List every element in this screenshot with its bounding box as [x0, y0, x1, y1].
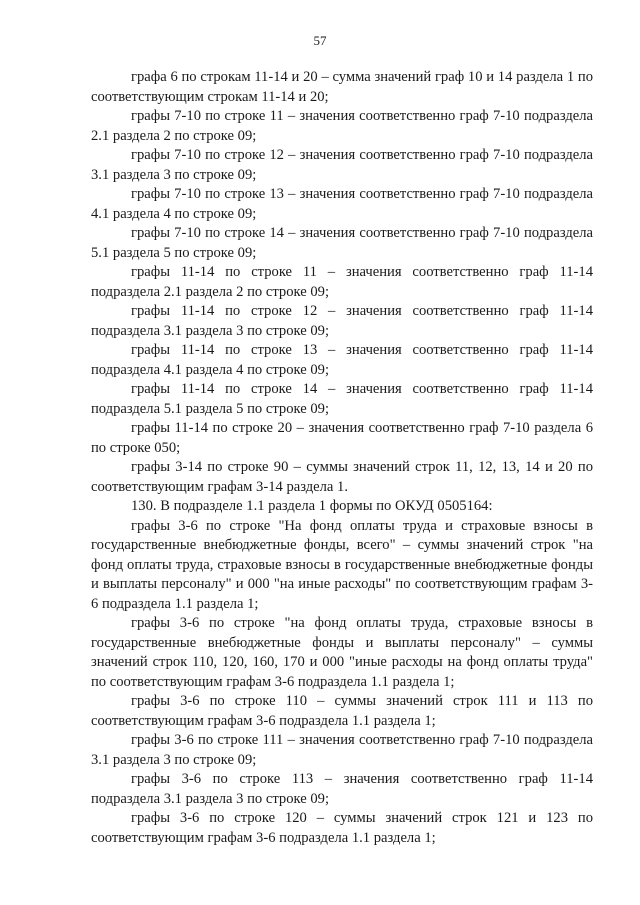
paragraph: графы 3-6 по строке 120 – суммы значений строк 121 и 123 по соответствующим графам 3-6 подраздела 1.1 раздела 1;	[91, 810, 593, 846]
paragraph: графы 3-6 по строке 110 – суммы значений строк 111 и 113 по соответствующим графам 3-6 подраздела 1.1 раздела 1;	[91, 693, 593, 729]
document-body	[91, 68, 593, 848]
paragraph: графы 11-14 по строке 20 – значения соответственно граф 7-10 раздела 6 по строке 050;	[91, 420, 593, 456]
paragraph: графы 3-14 по строке 90 – суммы значений строк 11, 12, 13, 14 и 20 по соответствующим графам 3-14 раздела 1.	[91, 459, 593, 495]
paragraph: графы 3-6 по строке "На фонд оплаты труда и страховые взносы в государственные внебюджетные фонды, всего" – суммы значений строк "на фонд оплаты труда, страховые взносы в государственные внебюджетные фонды и выплаты персоналу" и 000 "на иные расходы" по соответствующим графам 3-6 подраздела 1.1 раздела 1;	[91, 517, 593, 612]
paragraph: графы 7-10 по строке 13 – значения соответственно граф 7-10 подраздела 4.1 раздела 4 по строке 09;	[91, 186, 593, 222]
paragraph: графа 6 по строкам 11-14 и 20 – сумма значений граф 10 и 14 раздела 1 по соответствующим строкам 11-14 и 20;	[91, 69, 593, 105]
paragraph: графы 7-10 по строке 14 – значения соответственно граф 7-10 подраздела 5.1 раздела 5 по строке 09;	[91, 225, 593, 261]
paragraph: графы 11-14 по строке 11 – значения соответственно граф 11-14 подраздела 2.1 раздела 2 по строке 09;	[91, 264, 593, 300]
paragraph: графы 3-6 по строке "на фонд оплаты труда, страховые взносы в государственные внебюджетные фонды и выплаты персоналу" – суммы значений строк 110, 120, 160, 170 и 000 "иные расходы на фонд оплаты труда" по соответствующим графам 3-6 подраздела 1.1 раздела 1;	[91, 615, 593, 690]
page-number: 57	[313, 33, 327, 48]
paragraph: графы 7-10 по строке 11 – значения соответственно граф 7-10 подраздела 2.1 раздела 2 по строке 09;	[91, 108, 593, 144]
paragraph: графы 3-6 по строке 113 – значения соответственно граф 11-14 подраздела 3.1 раздела 3 по строке 09;	[91, 771, 593, 807]
paragraph: графы 3-6 по строке 111 – значения соответственно граф 7-10 подраздела 3.1 раздела 3 по строке 09;	[91, 732, 593, 768]
section-heading-paragraph: 130. В подразделе 1.1 раздела 1 формы по ОКУД 0505164:	[131, 498, 493, 514]
paragraph: графы 11-14 по строке 14 – значения соответственно граф 11-14 подраздела 5.1 раздела 5 по строке 09;	[91, 381, 593, 417]
paragraph: графы 11-14 по строке 12 – значения соответственно граф 11-14 подраздела 3.1 раздела 3 по строке 09;	[91, 303, 593, 339]
paragraph: графы 11-14 по строке 13 – значения соответственно граф 11-14 подраздела 4.1 раздела 4 по строке 09;	[91, 342, 593, 378]
paragraph: графы 7-10 по строке 12 – значения соответственно граф 7-10 подраздела 3.1 раздела 3 по строке 09;	[91, 147, 593, 183]
